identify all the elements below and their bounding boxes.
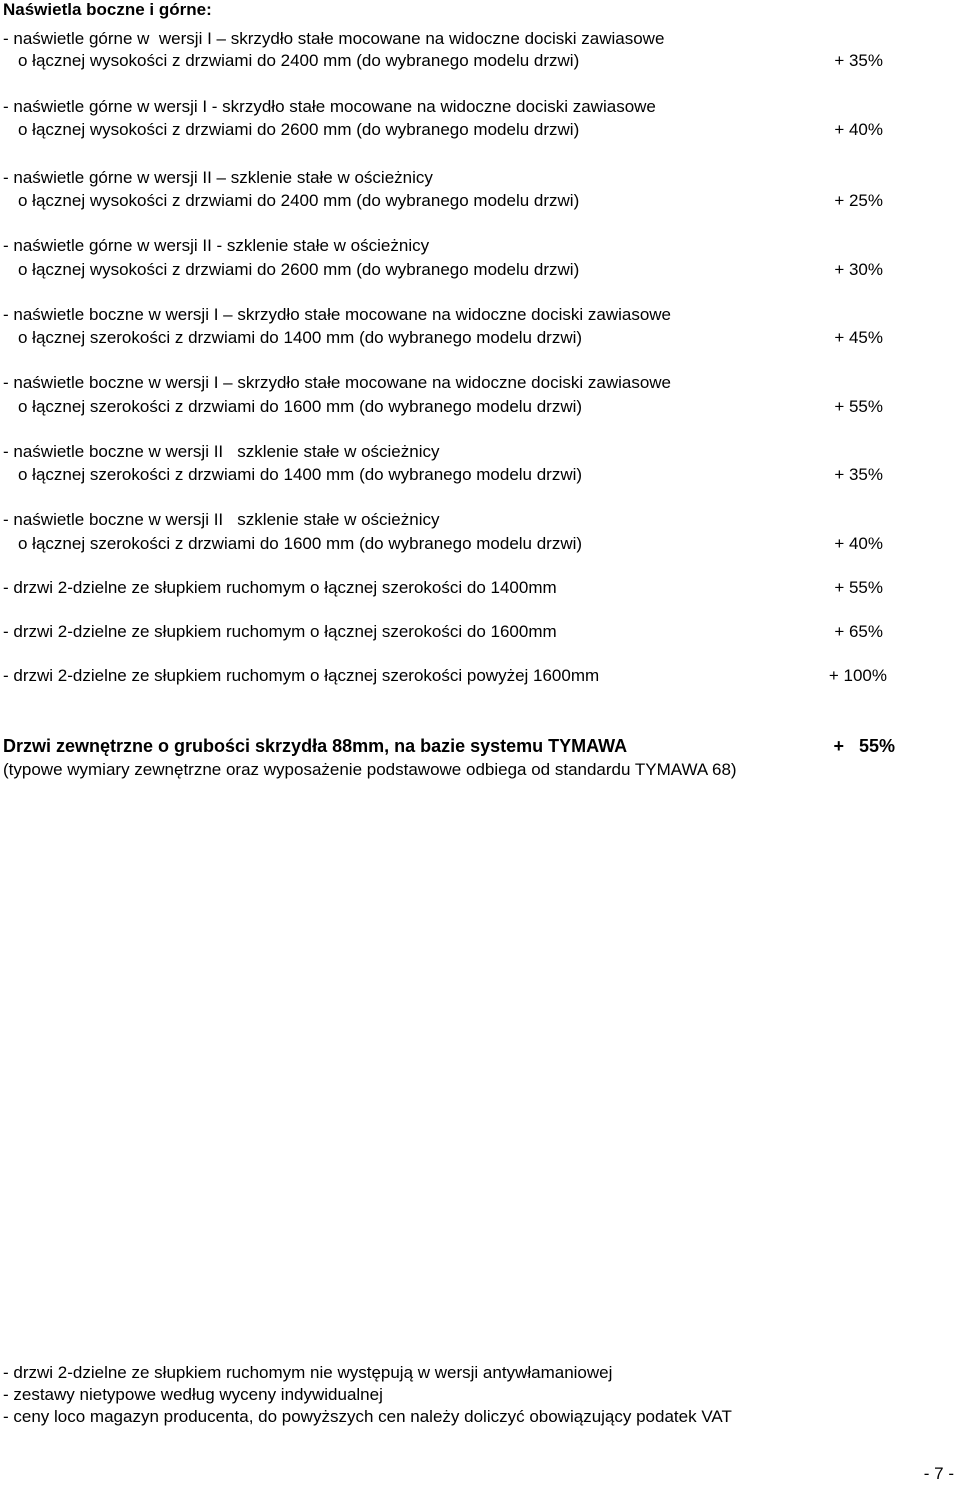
door-option: - drzwi 2-dzielne ze słupkiem ruchomym o łącznej szerokości do 1600mm [3, 622, 557, 641]
item-percent: + 35% [834, 51, 883, 70]
door-option: - drzwi 2-dzielne ze słupkiem ruchomym o łącznej szerokości do 1400mm [3, 578, 557, 597]
external-door-percent: + 55% [833, 736, 895, 756]
item-percent: + 55% [834, 397, 883, 416]
item-line1: - naświetle górne w wersji II – szklenie stałe w ościeżnicy [3, 168, 433, 187]
item-line2: o łącznej wysokości z drzwiami do 2400 mm (do wybranego modelu drzwi) [18, 191, 580, 210]
door-option: - drzwi 2-dzielne ze słupkiem ruchomym o łącznej szerokości powyżej 1600mm [3, 666, 600, 685]
item-line2: o łącznej szerokości z drzwiami do 1400 mm (do wybranego modelu drzwi) [18, 328, 583, 347]
door-percent: + 55% [834, 578, 883, 597]
item-percent: + 45% [834, 328, 883, 347]
footnote: - ceny loco magazyn producenta, do powyższych cen należy doliczyć obowiązujący podatek VAT [3, 1407, 732, 1426]
item-line1: - naświetle górne w wersji II - szklenie stałe w ościeżnicy [3, 236, 430, 255]
item-percent: + 30% [834, 260, 883, 279]
page-title: Naświetla boczne i górne: [3, 0, 212, 19]
item-line2: o łącznej wysokości z drzwiami do 2600 mm (do wybranego modelu drzwi) [18, 120, 580, 139]
door-percent: + 100% [828, 666, 887, 685]
item-line1: - naświetle boczne w wersji I – skrzydło stałe mocowane na widoczne dociski zawiasowe [3, 305, 672, 324]
footnote: - zestawy nietypowe według wyceny indywidualnej [3, 1385, 383, 1404]
item-line1: - naświetle górne w wersji I – skrzydło stałe mocowane na widoczne dociski zawiasowe [3, 29, 665, 48]
external-door-title: Drzwi zewnętrzne o grubości skrzydła 88mm, na bazie systemu TYMAWA [3, 736, 628, 756]
door-percent: + 65% [834, 622, 883, 641]
item-line2: o łącznej szerokości z drzwiami do 1600 mm (do wybranego modelu drzwi) [18, 397, 583, 416]
item-line1: - naświetle boczne w wersji II szklenie stałe w ościeżnicy [3, 510, 440, 529]
item-percent: + 40% [834, 534, 883, 553]
item-line2: o łącznej wysokości z drzwiami do 2400 mm (do wybranego modelu drzwi) [18, 51, 580, 70]
item-line2: o łącznej szerokości z drzwiami do 1600 mm (do wybranego modelu drzwi) [18, 534, 583, 553]
external-door-note: (typowe wymiary zewnętrzne oraz wyposażenie podstawowe odbiega od standardu TYMAWA 68) [3, 760, 737, 779]
item-line2: o łącznej szerokości z drzwiami do 1400 mm (do wybranego modelu drzwi) [18, 465, 583, 484]
footnote: - drzwi 2-dzielne ze słupkiem ruchomym nie występują w wersji antywłamaniowej [3, 1363, 613, 1382]
item-percent: + 40% [834, 120, 883, 139]
item-line2: o łącznej wysokości z drzwiami do 2600 mm (do wybranego modelu drzwi) [18, 260, 580, 279]
item-line1: - naświetle boczne w wersji I – skrzydło stałe mocowane na widoczne dociski zawiasowe [3, 373, 672, 392]
item-line1: - naświetle górne w wersji I - skrzydło stałe mocowane na widoczne dociski zawiasowe [3, 97, 656, 116]
item-percent: + 35% [834, 465, 883, 484]
item-percent: + 25% [834, 191, 883, 210]
item-line1: - naświetle boczne w wersji II szklenie stałe w ościeżnicy [3, 442, 440, 461]
page-number: - 7 - [923, 1464, 954, 1483]
